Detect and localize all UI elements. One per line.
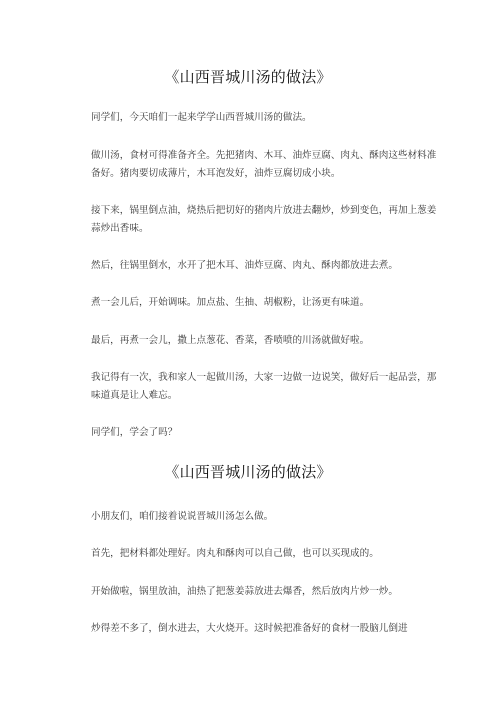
- section2-paragraph-2: 首先，把材料都处理好。肉丸和酥肉可以自己做，也可以买现成的。: [91, 548, 379, 559]
- section1-paragraph-4: 然后，往锅里倒水，水开了把木耳、油炸豆腐、肉丸、酥肉都放进去煮。: [91, 260, 398, 271]
- section1-paragraph-5: 煮一会儿后，开始调味。加点盐、生抽、胡椒粉，让汤更有味道。: [91, 297, 370, 308]
- section1-paragraph-7: 我记得有一次，我和家人一起做川汤，大家一边做一边说笑，做好后一起品尝，那味道真是让人难忘。: [91, 372, 437, 401]
- section2-paragraph-3: 开始做啦，锅里放油，油热了把葱姜蒜放进去爆香，然后放肉片炒一炒。: [91, 586, 398, 597]
- section1-paragraph-2: 做川汤，食材可得准备齐全。先把猪肉、木耳、油炸豆腐、肉丸、酥肉这些材料准备好。猪肉要切成薄片，木耳泡发好，油炸豆腐切成小块。: [91, 150, 437, 179]
- section1-paragraph-6: 最后，再煮一会儿，撒上点葱花、香菜，香喷喷的川汤就做好啦。: [91, 335, 370, 346]
- section2-paragraph-4: 炒得差不多了，倒水进去，大火烧开。这时候把准备好的食材一股脑儿倒进: [91, 623, 408, 634]
- section1-paragraph-3: 接下来，锅里倒点油，烧热后把切好的猪肉片放进去翻炒，炒到变色，再加上葱姜蒜炒出香味。: [91, 205, 437, 234]
- section1-paragraph-1: 同学们，今天咱们一起来学学山西晋城川汤的做法。: [91, 112, 312, 123]
- section1-paragraph-8: 同学们，学会了吗？: [91, 427, 178, 438]
- section2-paragraph-1: 小朋友们，咱们接着说说晋城川汤怎么做。: [91, 511, 274, 522]
- section1-title: 《山西晋城川汤的做法》: [164, 68, 332, 86]
- section2-title: 《山西晋城川汤的做法》: [164, 463, 332, 481]
